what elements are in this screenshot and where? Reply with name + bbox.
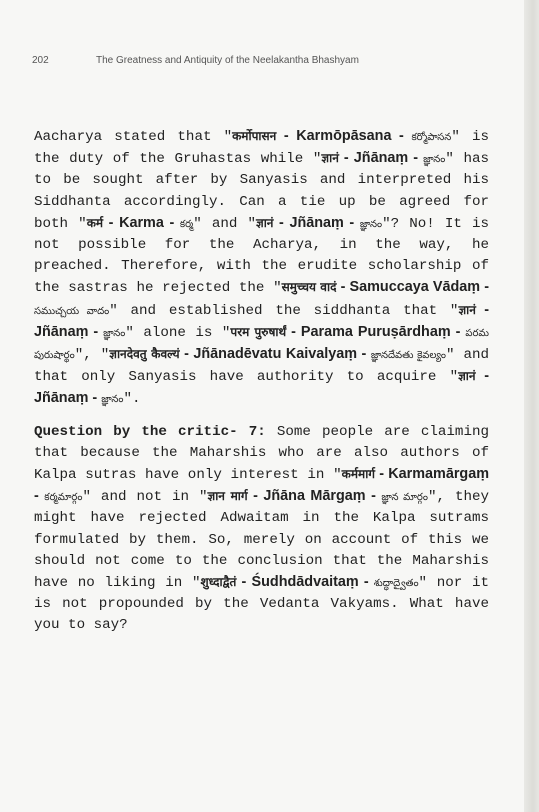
devanagari-term: ज्ञानं — [458, 302, 476, 317]
question-label: Question by the critic- 7: — [34, 423, 266, 440]
devanagari-term: ज्ञानदेवतु कैवल्यं — [109, 347, 180, 362]
transliteration: - Samuccaya Vādaṃ - — [336, 279, 489, 296]
transliteration: - Jñāna Mārgaṃ - — [247, 488, 382, 505]
telugu-term: జ్ఞానం — [103, 327, 126, 339]
transliteration: - Karmamārgaṃ - — [34, 466, 490, 505]
telugu-term: కర్మ — [179, 218, 194, 230]
telugu-term: జ్ఞానదేవతు కైవల్యం — [370, 350, 446, 362]
telugu-term: జ్ఞానం — [359, 218, 383, 230]
text-run: " and " — [193, 215, 256, 232]
transliteration: - Parama Puruṣārdhaṃ - — [286, 323, 466, 340]
text-run: ", " — [74, 347, 110, 364]
telugu-term: కర్మమార్గం — [44, 492, 83, 504]
transliteration: - Karma - — [103, 214, 180, 231]
text-run: " nor it is not propounded by the Vedanta Vakyams. What have you to say? — [34, 575, 489, 634]
page-header — [32, 55, 494, 66]
text-run: ", they might have rejected Adwaitam in the Kalpa sutrams formulated by them. So, merely on account of this we should not come to the conclusion that the Maharshis have no liking in " — [34, 489, 489, 592]
text-run: " and established the siddhanta that " — [109, 302, 459, 319]
page-number: 202 — [32, 55, 49, 66]
telugu-term: శుద్ధాద్వైతం — [373, 578, 419, 590]
devanagari-term: शुध्दाद्वैतं — [200, 575, 237, 590]
transliteration: - Jñānaṃ - — [273, 214, 360, 231]
text-run: " and not in " — [82, 489, 208, 506]
transliteration: - Karmōpāsana - — [276, 128, 412, 144]
devanagari-term: ज्ञानं — [458, 369, 476, 384]
devanagari-term: कर्मोपासन — [232, 129, 277, 143]
text-run: "? No! It is not possible for the Acharya, in the way, he preached. Therefore, with the erudite scholarship of the sastras he rejected the " — [34, 215, 490, 297]
devanagari-term: ज्ञान मार्ग — [207, 489, 248, 504]
page-edge — [524, 0, 539, 812]
text-run: " alone is " — [125, 324, 231, 341]
transliteration: - Jñānaṃ - — [34, 368, 490, 407]
devanagari-term: समुच्चय वादं — [281, 280, 337, 295]
text-run: ". — [123, 391, 141, 408]
devanagari-term: ज्ञानं — [256, 215, 274, 230]
telugu-term: కర్మోపాసన — [411, 132, 452, 143]
text-run: " and that only Sanyasis have authority to acquire " — [34, 347, 490, 386]
running-title: The Greatness and Antiquity of the Neelakantha Bhashyam — [96, 55, 359, 66]
devanagari-term: परम पुरुषार्थं — [230, 324, 287, 339]
telugu-term: జ్ఞాన మార్గం — [381, 492, 428, 504]
telugu-term: జ్ఞానం — [101, 394, 124, 406]
devanagari-term: ज्ञानं — [321, 151, 339, 166]
devanagari-term: कर्म — [86, 215, 104, 230]
devanagari-term: कर्ममार्ग — [341, 467, 376, 482]
text-run: Aacharya stated that " — [34, 129, 233, 145]
transliteration: - Jñānaṃ - — [34, 301, 489, 340]
text-run: " has to be sought after by Sanyasis and interpreted his Siddhanta accordingly. Can a tie up be agreed for both " — [34, 151, 489, 232]
paragraph-aacharya — [34, 126, 489, 411]
telugu-term: సముచ్చయ వాదం — [34, 305, 110, 317]
transliteration: - Jñānaṃ - — [338, 150, 424, 167]
paragraph-question-7 — [34, 422, 489, 637]
page-body — [34, 126, 489, 637]
text-run: " is the duty of the Gruhastas while " — [34, 129, 489, 168]
transliteration: - Jñānadēvatu Kaivalyaṃ - — [179, 346, 371, 363]
text-run: Some people are claiming that because the Maharshis who are also authors of Kalpa sutras have only interest in " — [34, 423, 489, 484]
telugu-term: పరమ పురుషార్థం — [34, 327, 489, 362]
telugu-term: జ్ఞానం — [423, 154, 446, 166]
transliteration: - Śudhdādvaitaṃ - — [236, 574, 374, 591]
